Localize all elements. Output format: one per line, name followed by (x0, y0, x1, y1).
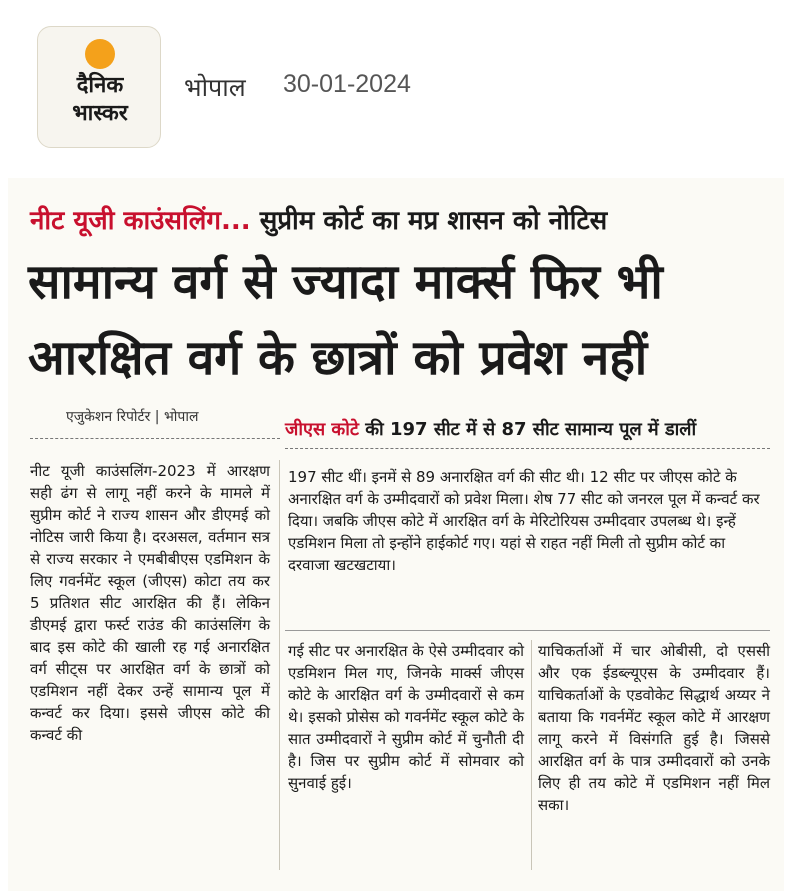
column-divider (531, 640, 532, 870)
edition-date: 30-01-2024 (283, 70, 411, 98)
logo-text-line2: भास्कर (72, 101, 128, 126)
header-bar (0, 0, 788, 170)
byline: एजुकेशन रिपोर्टर | भोपाल (66, 409, 199, 425)
lede-paragraph: 197 सीट थीं। इनमें से 89 अनारक्षित वर्ग की सीट थी। 12 सीट पर जीएस कोटे के अनारक्षित वर्ग के उम्मीदवारों को प्रवेश मिला। शेष 77 सीट को जनरल पूल में कन्वर्ट कर दिया। जबकि जीएस कोटे में आरक्षित वर्ग के मेरिटोरियस उम्मीदवार उपलब्ध थे। इन्हें एडमिशन मिला तो इन्होंने हाईकोर्ट गए। यहां से राहत नहीं मिली तो सुप्रीम कोर्ट का दरवाजा खटखटाया। (288, 468, 760, 574)
article-kicker (30, 204, 760, 238)
body-column-1: नीट यूजी काउंसलिंग-2023 में आरक्षण सही ढंग से लागू नहीं करने के मामले में सुप्रीम कोर्ट ने राज्य शासन और डीएमई को नोटिस जारी किया है। दरअसल, वर्तमान सत्र से राज्य सरकार ने एमबीबीएस एडमिशन के लिए गवर्नमेंट स्कूल (जीएस) कोटा तय कर 5 प्रतिशत सीट आरक्षित की हैं। लेकिन डीएमई द्वारा फर्स्ट राउंड की काउंसलिंग के बाद इस कोटे की खाली रह गई अनारक्षित वर्ग सीट्स पर आरक्षित वर्ग के छात्रों को एडमिशन नहीं देकर उन्हें सामान्य पूल में कन्वर्ट कर दिया। इससे जीएस कोटे की कन्वर्ट की (30, 462, 270, 744)
kicker-topic: नीट यूजी काउंसलिंग... (30, 206, 251, 236)
headline-line1: सामान्य वर्ग से ज्यादा मार्क्स फिर भी (28, 254, 663, 310)
edition-city: भोपाल (184, 73, 246, 102)
sun-icon (85, 39, 115, 69)
body-column-3: याचिकर्ताओं में चार ओबीसी, दो एससी और एक ईडब्ल्यूएस के उम्मीदवार हैं। याचिकर्ताओं के एडवोकेट सिद्धार्थ अय्यर ने बताया कि गवर्नमेंट स्कूल कोटे में आरक्षण लागू करने में विसंगति हुई है। जिससे आरक्षित वर्ग के पात्र उम्मीदवारों को उनके लिए ही तय कोटे में एडमिशन नहीं मिल सका। (538, 642, 770, 814)
kicker-text: सुप्रीम कोर्ट का मप्र शासन को नोटिस (250, 206, 608, 236)
subheading-text: की 197 सीट में से 87 सीट सामान्य पूल में डालीं (358, 419, 697, 440)
subheading-highlight: जीएस कोटे (285, 419, 359, 440)
subheading (285, 418, 775, 442)
byline-divider (30, 438, 280, 439)
lede-divider (285, 630, 770, 631)
body-column-2: गई सीट पर अनारक्षित के ऐसे उम्मीदवार को एडमिशन मिल गए, जिनके मार्क्स जीएस कोटे के आरक्षित वर्ग के उम्मीदवारों से कम थे। इसको प्रोसेस को गवर्नमेंट स्कूल कोटे के सात उम्मीदवारों ने सुप्रीम कोर्ट में चुनौती दी है। जिस पर सुप्रीम कोर्ट में सोमवार को सुनवाई हुई। (288, 642, 524, 792)
headline-line2: आरक्षित वर्ग के छात्रों को प्रवेश नहीं (28, 330, 648, 386)
column-divider (279, 460, 280, 870)
subheading-divider (285, 448, 770, 449)
logo-text-line1: दैनिक (76, 73, 124, 98)
dainik-bhaskar-logo (37, 26, 161, 148)
